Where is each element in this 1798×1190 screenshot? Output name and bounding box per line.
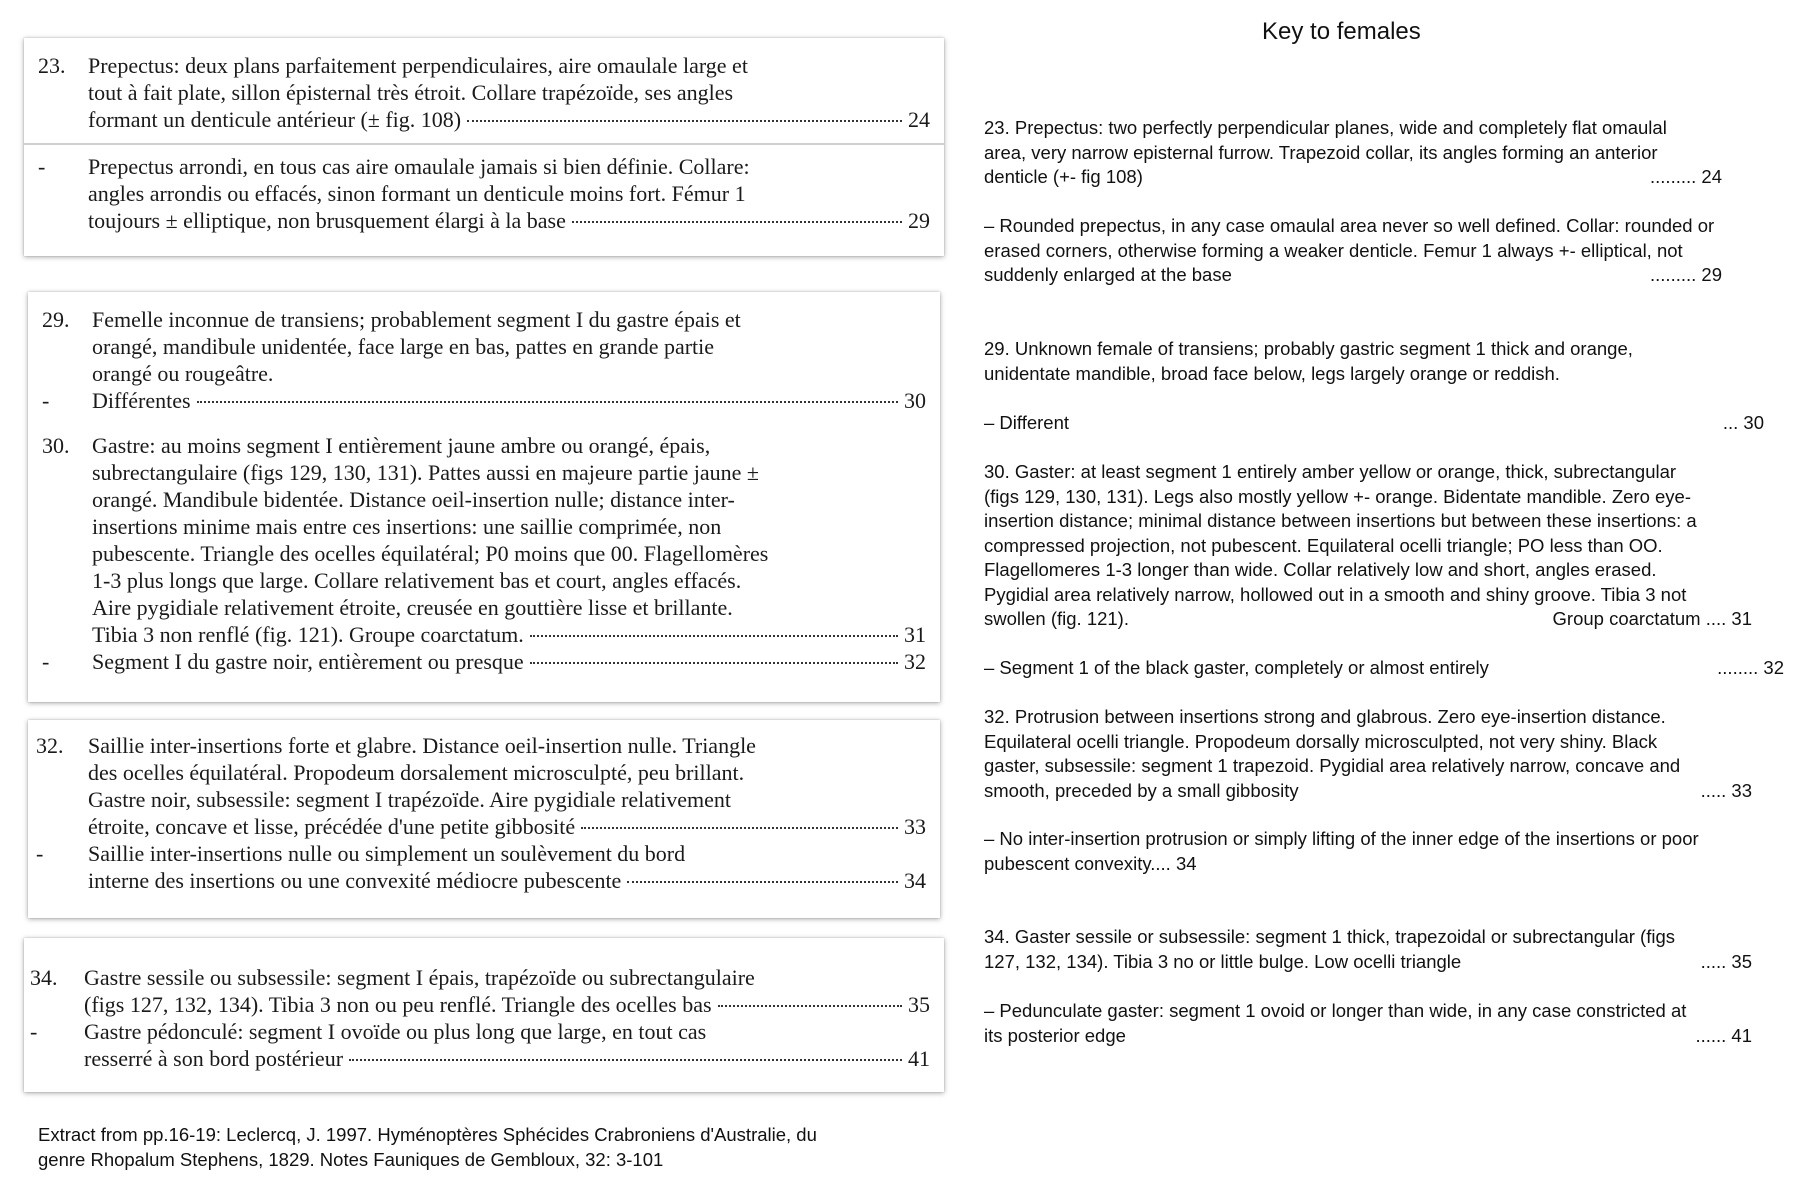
couplet-number: 23.: [38, 53, 66, 78]
text-line: 30. Gaster: at least segment 1 entirely amber yellow or orange, thick, subrectangular: [984, 461, 1677, 482]
text-line: Pygidial area relatively narrow, hollowed out in a smooth and shiny groove. Tibia 3 not: [984, 583, 1687, 605]
dot-leader: [718, 1005, 902, 1007]
dot-leader: [197, 401, 898, 403]
english-couplet-29: [984, 337, 1784, 386]
leader-line: [984, 950, 1784, 975]
text-line: subrectangulaire (figs 129, 130, 131). Pattes aussi en majeure partie jaune ±: [92, 460, 759, 485]
page-ref: 31: [904, 622, 926, 647]
page-ref: ..... 35: [1700, 950, 1752, 972]
dash-marker: -: [36, 841, 44, 866]
page-ref: 35: [908, 992, 930, 1017]
dash-marker: -: [42, 388, 50, 413]
english-couplet-32-alternative: [984, 827, 1784, 876]
french-key-box-4: [24, 938, 944, 1092]
group-ref: Group coarctatum .... 31: [1552, 608, 1752, 629]
text-line: pubescente. Triangle des ocelles équilatéral; P0 moins que 00. Flagellomères: [92, 541, 769, 566]
couplet-23: [24, 52, 944, 133]
leader-line: [84, 991, 930, 1018]
text-line: Prepectus: deux plans parfaitement perpendiculaires, aire omaulale large et: [88, 53, 748, 78]
dot-leader: [572, 221, 902, 223]
page-ref: ...... 41: [1695, 1024, 1752, 1046]
text-line: 34. Gaster sessile or subsessile: segment 1 thick, trapezoidal or subrectangular (figs: [984, 926, 1675, 947]
text-line: Tibia 3 non renflé (fig. 121). Groupe coarctatum.: [92, 622, 524, 647]
page-ref: ......... 24: [1650, 166, 1722, 187]
french-key-box-2: [28, 292, 940, 702]
couplet-30-alternative: [28, 648, 940, 675]
leader-line: [92, 648, 926, 675]
text-line: tout à fait plate, sillon épisternal très étroit. Collare trapézoïde, ses angles: [88, 80, 734, 105]
text-line: Aire pygidiale relativement étroite, creusée en gouttière lisse et brillante.: [92, 595, 733, 620]
leader-line: [984, 165, 1784, 190]
text-line: smooth, preceded by a small gibbosity: [984, 779, 1299, 801]
text-line: denticle (+- fig 108): [984, 166, 1143, 187]
couplet-30: [28, 432, 940, 648]
text-line: – Rounded prepectus, in any case omaulal area never so well defined. Collar: rounded or: [984, 215, 1715, 236]
text-line: Segment I du gastre noir, entièrement ou presque: [92, 649, 524, 674]
dot-leader: [530, 662, 898, 664]
text-line: Flagellomeres 1-3 longer than wide. Collar relatively low and short, angles erased.: [984, 559, 1657, 580]
page-ref: 33: [904, 814, 926, 839]
leader-line: [84, 1045, 930, 1072]
dot-leader: [349, 1059, 902, 1061]
leader-line: [984, 779, 1784, 804]
text-line: Femelle inconnue de transiens; probablement segment I du gastre épais et: [92, 307, 741, 332]
couplet-29: [28, 306, 940, 387]
text-line: – Segment 1 of the black gaster, completely or almost entirely: [984, 657, 1489, 678]
text-line: insertions minime mais entre ces insertions: une saillie comprimée, non: [92, 514, 722, 539]
text-line: 23. Prepectus: two perfectly perpendicular planes, wide and completely flat omaulal: [984, 117, 1667, 138]
english-couplet-30-alternative: [984, 656, 1784, 681]
dot-leader: [581, 827, 898, 829]
text-line: 1-3 plus longs que large. Collare relativement bas et court, angles effacés.: [92, 568, 742, 593]
leader-line: [984, 607, 1784, 632]
text-line: toujours ± elliptique, non brusquement élargi à la base: [88, 208, 566, 233]
couplet-34: [24, 964, 944, 1018]
dot-leader: [627, 881, 898, 883]
text-line: angles arrondis ou effacés, sinon formant un denticule moins fort. Fémur 1: [88, 181, 746, 206]
couplet-32-alternative: [28, 840, 940, 894]
english-couplet-34: [984, 925, 1784, 974]
leader-line: [984, 1024, 1784, 1049]
couplet-29-alternative: [28, 387, 940, 414]
english-couplet-29-alternative: [984, 411, 1784, 436]
text-line: erased corners, otherwise forming a weaker denticle. Femur 1 always +- elliptical, not: [984, 239, 1683, 261]
english-couplet-23-alternative: [984, 214, 1784, 288]
leader-line: [984, 263, 1784, 288]
text-line: resserré à son bord postérieur: [84, 1046, 344, 1071]
page-ref: 34: [904, 868, 926, 893]
page-ref: ... 30: [1722, 412, 1764, 433]
text-line: swollen (fig. 121).: [984, 608, 1129, 629]
dash-marker: -: [42, 649, 50, 674]
dot-leader: [467, 120, 902, 122]
leader-line: [88, 867, 926, 894]
text-line: des ocelles équilatéral. Propodeum dorsalement microsculpté, peu brillant.: [88, 760, 745, 785]
text-line: Différentes: [92, 388, 191, 413]
citation: [38, 1122, 938, 1172]
citation-line: Extract from pp.16-19: Leclercq, J. 1997. Hyménoptères Sphécides Crabroniens d'Australie, du: [38, 1124, 817, 1145]
text-line: étroite, concave et lisse, précédée d'une petite gibbosité: [88, 814, 576, 839]
text-line: interne des insertions ou une convexité médiocre pubescente: [88, 868, 622, 893]
french-key-box-1: [24, 38, 944, 256]
page-ref: 24: [908, 107, 930, 132]
french-key-box-3: [28, 720, 940, 918]
text-line: Gastre noir, subsessile: segment I trapézoïde. Aire pygidiale relativement: [88, 787, 732, 812]
page-ref: ......... 29: [1650, 264, 1722, 285]
text-line: (figs 129, 130, 131). Legs also mostly yellow +- orange. Bidentate mandible. Zero eye-: [984, 485, 1691, 507]
page-title: Key to females: [1262, 18, 1421, 45]
text-line: area, very narrow episternal furrow. Trapezoid collar, its angles forming an anterior: [984, 141, 1658, 163]
english-couplet-32: [984, 705, 1784, 803]
couplet-23-alternative: [24, 153, 944, 234]
leader-line: [88, 207, 930, 234]
text-line: unidentate mandible, broad face below, legs largely orange or reddish.: [984, 362, 1560, 384]
text-line: compressed projection, not pubescent. Equilateral ocelli triangle; PO less than OO.: [984, 534, 1663, 556]
text-line: orangé, mandibule unidentée, face large en bas, pattes en grande partie: [92, 334, 715, 359]
page-ref: 29: [908, 208, 930, 233]
text-line: 127, 132, 134). Tibia 3 no or little bulge. Low ocelli triangle: [984, 950, 1462, 972]
leader-line: [92, 621, 926, 648]
text-line: formant un denticule antérieur (± fig. 108): [88, 107, 462, 132]
divider: [24, 143, 944, 145]
couplet-32: [28, 732, 940, 840]
text-line: orangé ou rougeâtre.: [92, 361, 274, 386]
couplet-34-alternative: [24, 1018, 944, 1072]
text-line: its posterior edge: [984, 1024, 1126, 1046]
couplet-number: 32.: [36, 733, 64, 758]
text-line: Gastre sessile ou subsessile: segment I épais, trapézoïde ou subrectangulaire: [84, 965, 755, 990]
text-line: insertion distance; minimal distance between insertions but between these insertions: a: [984, 510, 1697, 531]
text-line: – Different: [984, 412, 1070, 433]
text-line: Saillie inter-insertions forte et glabre. Distance oeil-insertion nulle. Triangle: [88, 733, 756, 758]
page-ref: 32: [904, 649, 926, 674]
english-couplet-23: [984, 116, 1784, 190]
text-line: orangé. Mandibule bidentée. Distance oeil-insertion nulle; distance inter-: [92, 487, 735, 512]
couplet-number: 30.: [42, 433, 70, 458]
leader-line: [984, 411, 1784, 436]
text-line: – No inter-insertion protrusion or simply lifting of the inner edge of the insertions or poor: [984, 828, 1699, 849]
citation-line: genre Rhopalum Stephens, 1829. Notes Fauniques de Gembloux, 32: 3-101: [38, 1149, 664, 1170]
page-ref: 41: [908, 1046, 930, 1071]
text-line: Equilateral ocelli triangle. Propodeum dorsally microsculpted, not very shiny. Black: [984, 730, 1658, 752]
english-couplet-30: [984, 460, 1784, 632]
page-ref: 30: [904, 388, 926, 413]
leader-line: [984, 656, 1784, 681]
text-line: 32. Protrusion between insertions strong and glabrous. Zero eye-insertion distance.: [984, 706, 1666, 727]
text-line: (figs 127, 132, 134). Tibia 3 non ou peu renflé. Triangle des ocelles bas: [84, 992, 712, 1017]
couplet-number: 29.: [42, 307, 70, 332]
text-line: gaster, subsessile: segment 1 trapezoid. Pygidial area relatively narrow, concave and: [984, 755, 1681, 776]
dash-marker: -: [38, 154, 46, 179]
text-line: – Pedunculate gaster: segment 1 ovoid or longer than wide, in any case constricted at: [984, 1000, 1687, 1021]
text-line: Saillie inter-insertions nulle ou simplement un soulèvement du bord: [88, 841, 686, 866]
english-couplet-34-alternative: [984, 999, 1784, 1048]
leader-line: [92, 387, 926, 414]
dot-leader: [530, 635, 898, 637]
text-line: suddenly enlarged at the base: [984, 264, 1232, 285]
text-line: Gastre pédonculé: segment I ovoïde ou plus long que large, en tout cas: [84, 1019, 707, 1044]
couplet-number: 34.: [30, 965, 58, 990]
leader-line: [88, 106, 930, 133]
text-line: Gastre: au moins segment I entièrement jaune ambre ou orangé, épais,: [92, 433, 711, 458]
page-ref: ..... 33: [1700, 779, 1752, 801]
leader-line: [88, 813, 926, 840]
page-ref: ........ 32: [1717, 657, 1784, 678]
dash-marker: -: [30, 1019, 38, 1044]
text-line: Prepectus arrondi, en tous cas aire omaulale jamais si bien définie. Collare:: [88, 154, 750, 179]
text-line: pubescent convexity.... 34: [984, 852, 1197, 874]
text-line: 29. Unknown female of transiens; probably gastric segment 1 thick and orange,: [984, 338, 1633, 359]
